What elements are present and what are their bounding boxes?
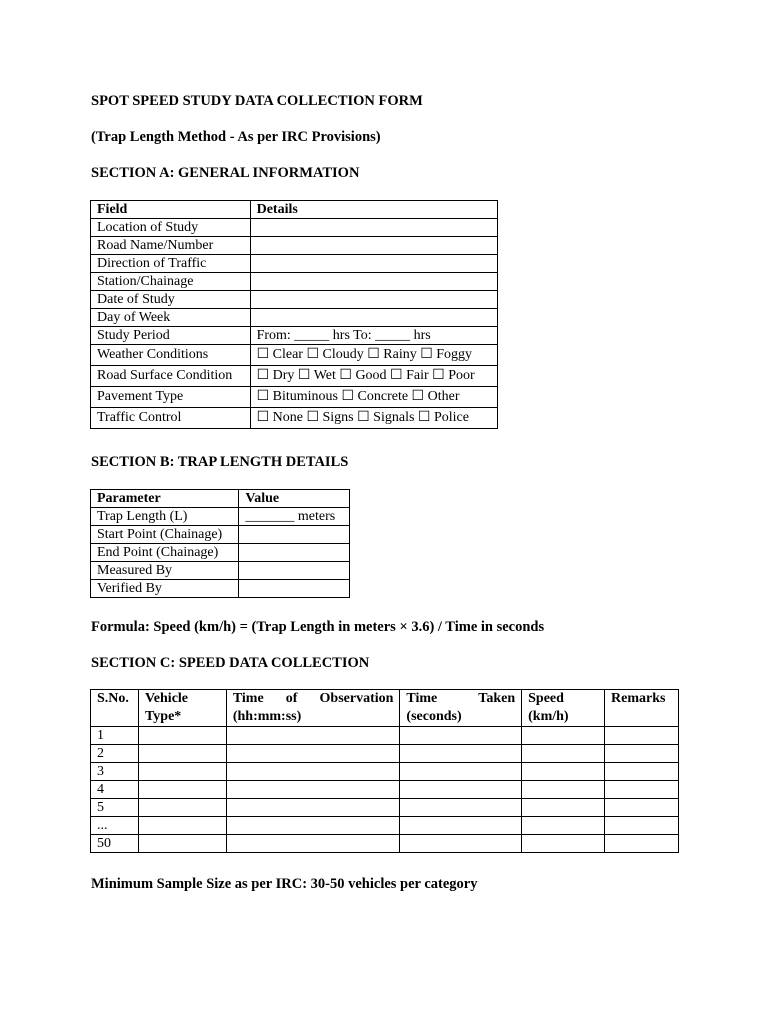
field-label: Location of Study [91, 219, 251, 237]
section-b-heading: SECTION B: TRAP LENGTH DETAILS [91, 454, 349, 470]
table-header-row [91, 690, 679, 727]
table-row [91, 526, 350, 544]
table-row [91, 366, 498, 387]
table-row [91, 255, 498, 273]
remarks-cell[interactable] [605, 727, 679, 745]
column-header: Value [239, 490, 350, 508]
column-header-remarks: Remarks [605, 690, 679, 727]
sno-cell: 50 [91, 835, 139, 853]
table-row [91, 273, 498, 291]
field-label: Traffic Control [91, 408, 251, 429]
time-taken-cell[interactable] [400, 817, 522, 835]
table-row [91, 408, 498, 429]
details-cell[interactable]: From: _____ hrs To: _____ hrs [250, 327, 497, 345]
time-observation-cell[interactable] [226, 799, 400, 817]
traffic-control-options[interactable]: ☐ None ☐ Signs ☐ Signals ☐ Police [250, 408, 497, 429]
sno-cell: 5 [91, 799, 139, 817]
table-row [91, 580, 350, 598]
table-row [91, 817, 679, 835]
table-row [91, 562, 350, 580]
parameter-label: Trap Length (L) [91, 508, 239, 526]
footer-note: Minimum Sample Size as per IRC: 30-50 vehicles per category [91, 876, 478, 892]
column-header: Parameter [91, 490, 239, 508]
value-cell[interactable] [239, 562, 350, 580]
vehicle-type-cell[interactable] [138, 799, 226, 817]
table-row [91, 291, 498, 309]
field-label: Road Surface Condition [91, 366, 251, 387]
table-header-row [91, 490, 350, 508]
table-row [91, 508, 350, 526]
sno-cell: 1 [91, 727, 139, 745]
value-cell[interactable] [239, 580, 350, 598]
speed-cell[interactable] [522, 727, 605, 745]
time-observation-cell[interactable] [226, 727, 400, 745]
time-observation-cell[interactable] [226, 763, 400, 781]
field-label: Day of Week [91, 309, 251, 327]
parameter-label: Verified By [91, 580, 239, 598]
details-cell[interactable] [250, 309, 497, 327]
field-label: Date of Study [91, 291, 251, 309]
speed-cell[interactable] [522, 799, 605, 817]
table-row [91, 237, 498, 255]
formula-text: Formula: Speed (km/h) = (Trap Length in meters × 3.6) / Time in seconds [91, 619, 545, 635]
details-cell[interactable] [250, 291, 497, 309]
column-header-vehicle-type: Vehicle Type* [138, 690, 226, 727]
section-a-heading: SECTION A: GENERAL INFORMATION [91, 165, 360, 181]
time-taken-cell[interactable] [400, 727, 522, 745]
sno-cell: ... [91, 817, 139, 835]
time-observation-cell[interactable] [226, 745, 400, 763]
trap-length-table [90, 489, 350, 598]
column-header-time-observation: Time of Observation (hh:mm:ss) [226, 690, 400, 727]
table-row [91, 763, 679, 781]
details-cell[interactable] [250, 237, 497, 255]
time-taken-cell[interactable] [400, 745, 522, 763]
field-label: Direction of Traffic [91, 255, 251, 273]
speed-cell[interactable] [522, 763, 605, 781]
parameter-label: Measured By [91, 562, 239, 580]
table-row [91, 544, 350, 562]
vehicle-type-cell[interactable] [138, 745, 226, 763]
vehicle-type-cell[interactable] [138, 835, 226, 853]
sno-cell: 2 [91, 745, 139, 763]
time-taken-cell[interactable] [400, 835, 522, 853]
remarks-cell[interactable] [605, 799, 679, 817]
field-label: Weather Conditions [91, 345, 251, 366]
remarks-cell[interactable] [605, 835, 679, 853]
table-row [91, 219, 498, 237]
details-cell[interactable] [250, 219, 497, 237]
time-observation-cell[interactable] [226, 817, 400, 835]
time-observation-cell[interactable] [226, 781, 400, 799]
remarks-cell[interactable] [605, 781, 679, 799]
table-row [91, 745, 679, 763]
table-row [91, 799, 679, 817]
sno-cell: 3 [91, 763, 139, 781]
field-label: Station/Chainage [91, 273, 251, 291]
column-header: Details [250, 201, 497, 219]
speed-cell[interactable] [522, 817, 605, 835]
field-label: Road Name/Number [91, 237, 251, 255]
remarks-cell[interactable] [605, 763, 679, 781]
parameter-label: End Point (Chainage) [91, 544, 239, 562]
road-surface-options[interactable]: ☐ Dry ☐ Wet ☐ Good ☐ Fair ☐ Poor [250, 366, 497, 387]
speed-data-table [90, 689, 679, 853]
field-label: Pavement Type [91, 387, 251, 408]
remarks-cell[interactable] [605, 817, 679, 835]
table-row [91, 781, 679, 799]
column-header: Field [91, 201, 251, 219]
time-taken-cell[interactable] [400, 781, 522, 799]
field-label: Study Period [91, 327, 251, 345]
table-row [91, 345, 498, 366]
vehicle-type-cell[interactable] [138, 763, 226, 781]
column-header-speed: Speed (km/h) [522, 690, 605, 727]
form-subtitle: (Trap Length Method - As per IRC Provisions) [91, 129, 381, 145]
vehicle-type-cell[interactable] [138, 781, 226, 799]
time-taken-cell[interactable] [400, 763, 522, 781]
column-header-sno: S.No. [91, 690, 139, 727]
table-row [91, 327, 498, 345]
value-cell[interactable] [239, 544, 350, 562]
general-info-table [90, 200, 498, 429]
weather-options[interactable]: ☐ Clear ☐ Cloudy ☐ Rainy ☐ Foggy [250, 345, 497, 366]
speed-cell[interactable] [522, 745, 605, 763]
table-row [91, 387, 498, 408]
time-observation-cell[interactable] [226, 835, 400, 853]
time-taken-cell[interactable] [400, 799, 522, 817]
speed-cell[interactable] [522, 781, 605, 799]
sno-cell: 4 [91, 781, 139, 799]
section-c-heading: SECTION C: SPEED DATA COLLECTION [91, 655, 370, 671]
remarks-cell[interactable] [605, 745, 679, 763]
value-cell[interactable] [239, 526, 350, 544]
table-row [91, 835, 679, 853]
table-row [91, 727, 679, 745]
column-header-time-taken: Time Taken (seconds) [400, 690, 522, 727]
details-cell[interactable] [250, 273, 497, 291]
table-header-row [91, 201, 498, 219]
form-title: SPOT SPEED STUDY DATA COLLECTION FORM [91, 93, 423, 109]
vehicle-type-cell[interactable] [138, 817, 226, 835]
vehicle-type-cell[interactable] [138, 727, 226, 745]
parameter-label: Start Point (Chainage) [91, 526, 239, 544]
speed-cell[interactable] [522, 835, 605, 853]
table-row [91, 309, 498, 327]
details-cell[interactable] [250, 255, 497, 273]
pavement-options[interactable]: ☐ Bituminous ☐ Concrete ☐ Other [250, 387, 497, 408]
value-cell[interactable]: _______ meters [239, 508, 350, 526]
